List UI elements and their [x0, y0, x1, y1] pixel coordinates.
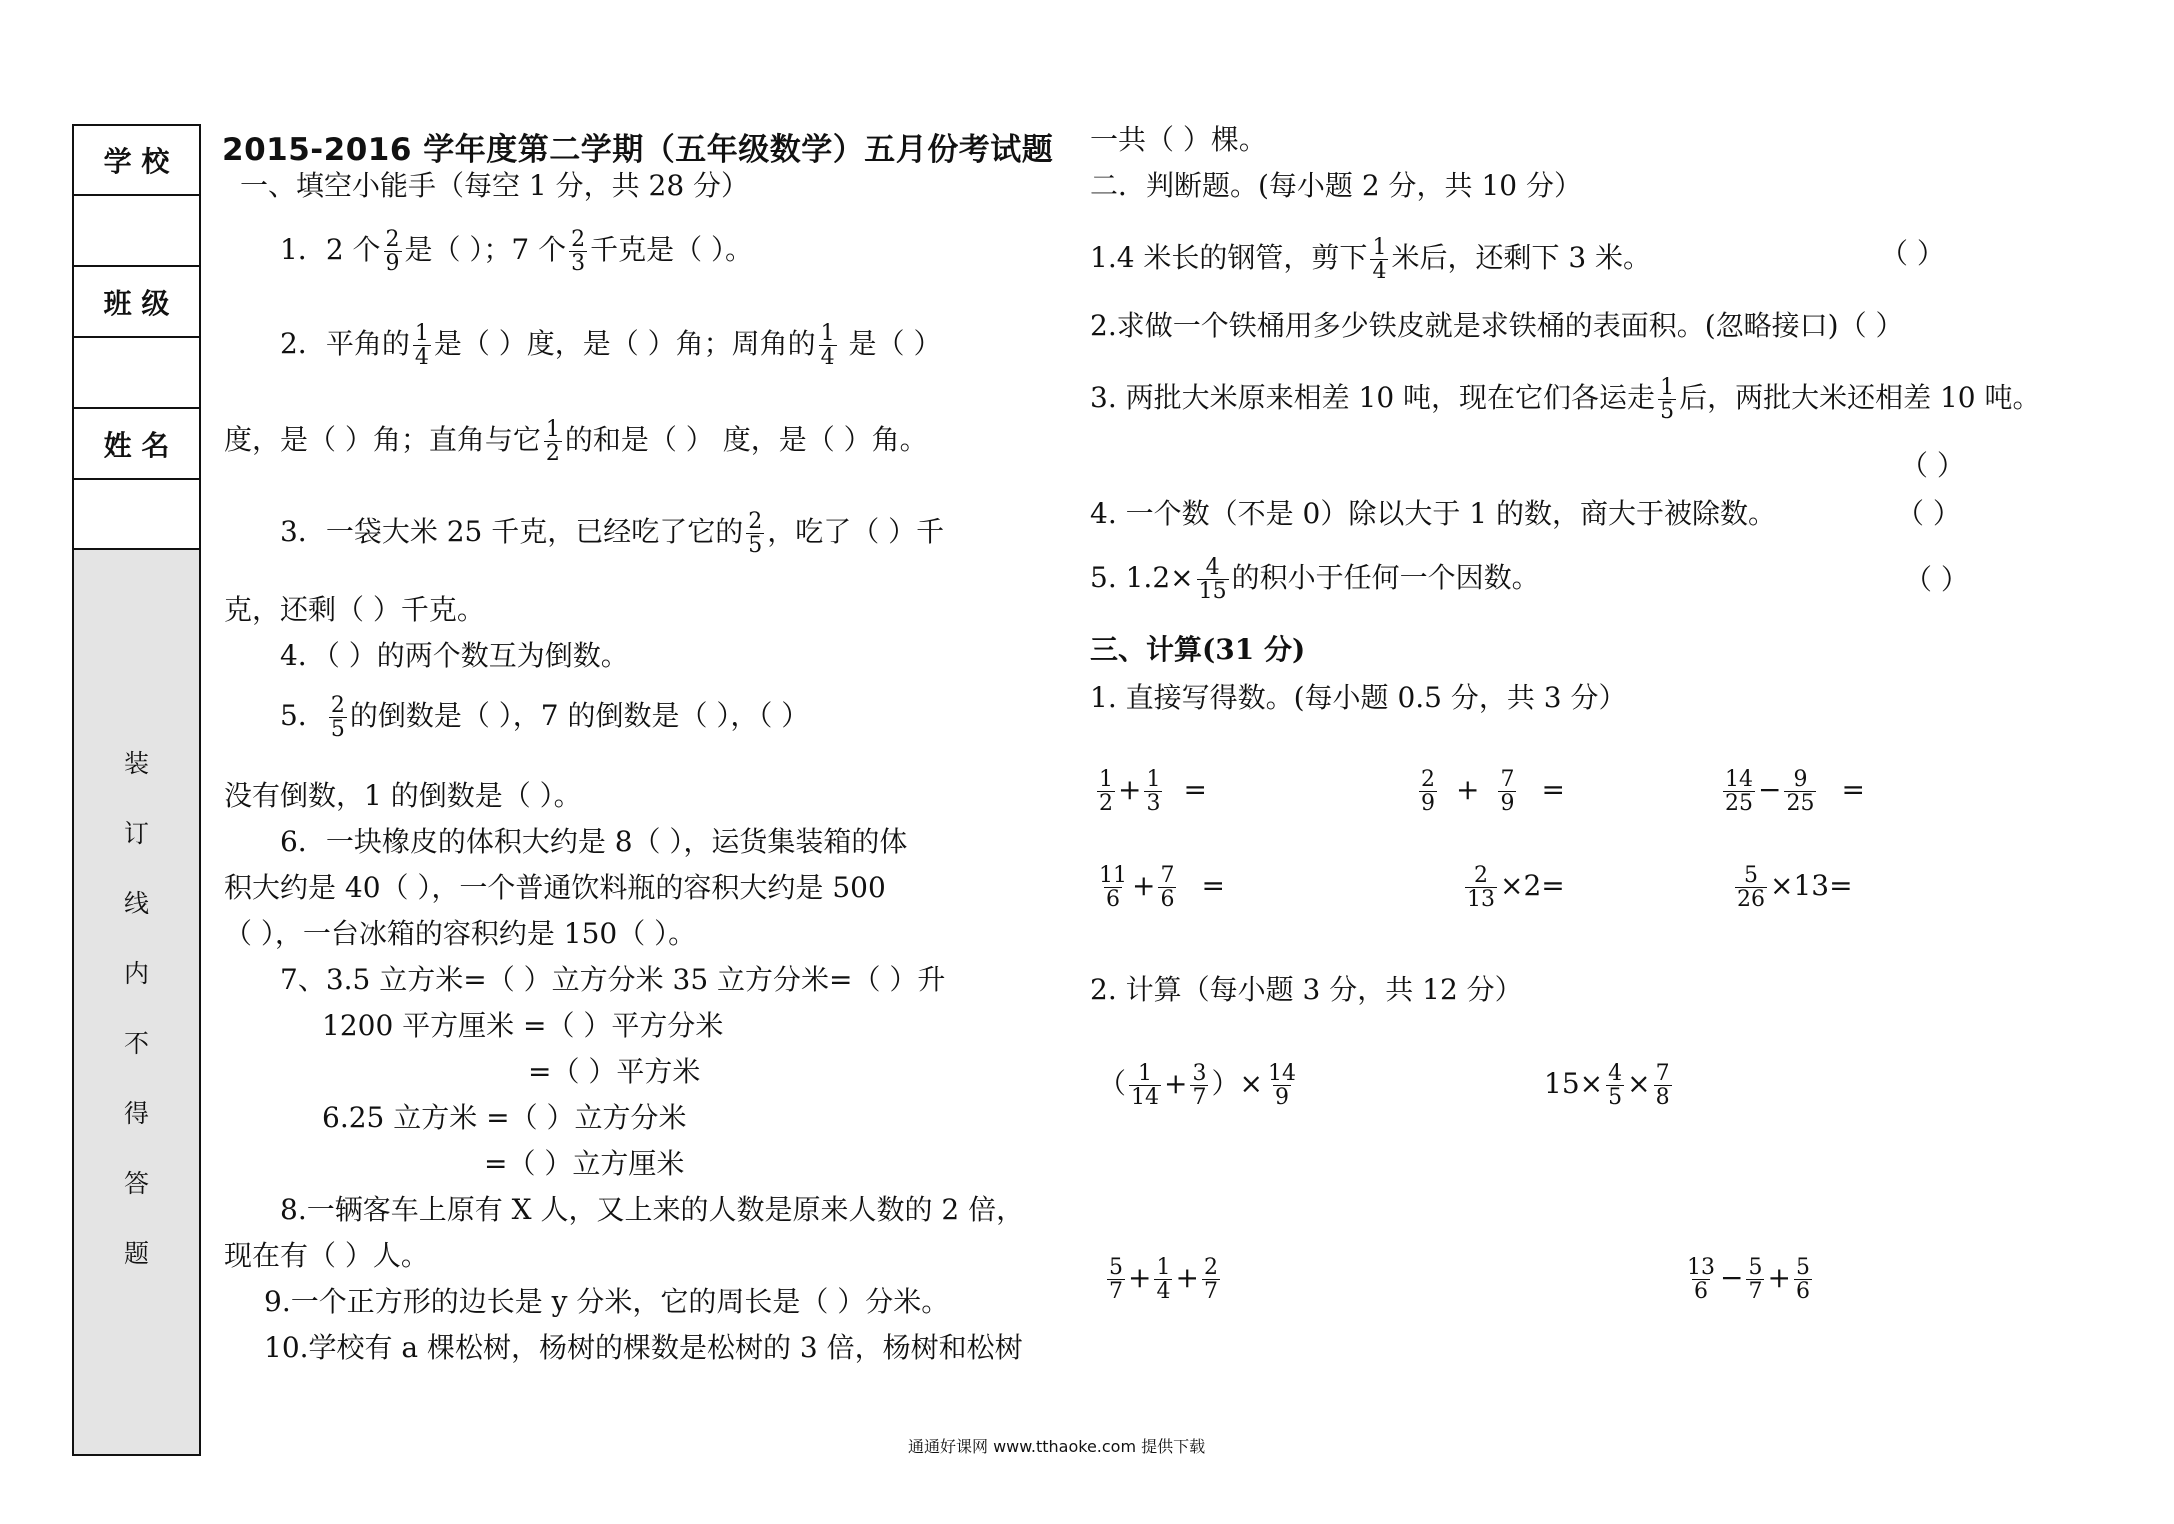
question-5: [280, 694, 809, 741]
question-7-line3: =（ ）平方米: [528, 1055, 701, 1088]
j1-text-a: 1.4 米长的钢管，剪下: [1090, 241, 1368, 275]
j5-text-a: 5. 1.2×: [1090, 561, 1194, 595]
question-5-cont: 没有倒数，1 的倒数是（ ）。: [224, 779, 582, 812]
binding-char: 内: [123, 959, 149, 988]
plus-sign: +: [1128, 1261, 1152, 1295]
fraction: [1685, 1256, 1717, 1303]
denominator: 9: [1421, 791, 1435, 817]
numerator: 11: [1099, 863, 1127, 888]
fraction: [1498, 768, 1516, 815]
numerator: 1: [1660, 375, 1675, 400]
fraction: [1097, 768, 1115, 815]
question-3: [280, 510, 944, 557]
section3-heading: 三、计算(31 分): [1090, 633, 1306, 666]
name-field[interactable]: [74, 480, 199, 550]
numerator: 2: [1474, 863, 1488, 888]
judge-2: 2.求做一个铁桶用多少铁皮就是求铁桶的表面积。(忽略接口)（ ）: [1090, 309, 1904, 342]
question-8: 8.一辆客车上原有 X 人，又上来的人数是原来人数的 2 倍，: [280, 1193, 1025, 1226]
section2-heading: 二．判断题。(每小题 2 分，共 10 分）: [1090, 169, 1582, 202]
name-label: 姓 名: [74, 409, 199, 480]
numerator: 2: [385, 227, 400, 252]
denominator: 25: [1786, 791, 1815, 817]
numerator: 7: [1500, 767, 1515, 792]
fraction: [1370, 236, 1388, 283]
question-7-line2: 1200 平方厘米 =（ ）平方分米: [322, 1009, 724, 1042]
fraction: [1606, 1062, 1624, 1109]
plus-sign: +: [1118, 773, 1142, 807]
numerator: 3: [1192, 1061, 1207, 1086]
fraction: [1154, 1256, 1172, 1303]
denominator: 26: [1737, 887, 1765, 913]
question-6: 6．一块橡皮的体积大约是 8（ ），运货集装箱的体: [280, 825, 908, 858]
fraction: [1197, 556, 1229, 603]
judge-3: [1090, 376, 2041, 423]
q2b-text-a: 度，是（ ）角；直角与它: [224, 423, 541, 457]
q1-text-b: 是（ ）；7 个: [404, 233, 567, 267]
numerator: 7: [1160, 863, 1175, 888]
numerator: 1: [820, 321, 835, 346]
binding-margin: [74, 550, 199, 1454]
binding-char: 线: [123, 889, 149, 918]
binding-char: 答: [123, 1169, 149, 1198]
numerator: 4: [1608, 1061, 1623, 1086]
numerator: 4: [1205, 555, 1220, 580]
equals-sign: =: [1841, 773, 1865, 807]
denominator: 5: [330, 717, 345, 743]
q2-text-a: 2．平角的: [280, 327, 410, 361]
expr-1: [1098, 1062, 1301, 1109]
fraction: [1129, 1062, 1161, 1109]
calc-3: [1720, 768, 1865, 815]
section3-sub1: 1. 直接写得数。(每小题 0.5 分，共 3 分）: [1090, 681, 1627, 714]
judge-5: [1090, 556, 1540, 603]
numerator: 9: [1793, 767, 1808, 792]
school-label: 学 校: [74, 126, 199, 196]
denominator: 13: [1467, 887, 1495, 913]
denominator: 6: [1106, 887, 1120, 913]
binding-char: 得: [123, 1099, 149, 1128]
fraction: [384, 228, 402, 275]
q2b-text-b: 的和是（ ） 度，是（ ）角。: [564, 423, 928, 457]
denominator: 3: [571, 251, 586, 277]
judge-4-bracket[interactable]: （ ）: [1896, 497, 1961, 530]
times-sign: ×: [1239, 1067, 1263, 1101]
plus-sign: +: [1767, 1261, 1791, 1295]
equals-sign: =: [1541, 773, 1565, 807]
fraction: [1144, 768, 1162, 815]
equals-sign: =: [1183, 773, 1207, 807]
denominator: 7: [1192, 1085, 1207, 1111]
binding-char: 不: [123, 1029, 149, 1058]
numerator: 1: [1138, 1061, 1153, 1086]
fraction: [1465, 864, 1497, 911]
numerator: 14: [1725, 767, 1753, 792]
calc-2: [1416, 768, 1565, 815]
q1-text-a: 1．2 个: [280, 233, 381, 267]
judge-1-bracket[interactable]: （ ）: [1880, 237, 1945, 270]
denominator: 5: [748, 533, 763, 559]
fraction: [1658, 376, 1676, 423]
left-paren: （: [1098, 1067, 1127, 1101]
question-3-cont: 克，还剩（ ）千克。: [224, 593, 485, 626]
fraction: [1784, 768, 1816, 815]
numerator: 2: [330, 693, 345, 718]
section1-heading: 一、填空小能手（每空 1 分，共 28 分）: [240, 169, 750, 202]
judge-1: [1090, 236, 1651, 283]
q1-text-c: 千克是（ ）。: [590, 233, 754, 267]
denominator: 25: [1725, 791, 1753, 817]
class-label: 班 级: [74, 267, 199, 338]
question-2: [280, 322, 941, 369]
right-paren: ）: [1211, 1067, 1240, 1101]
judge-3-bracket[interactable]: （ ）: [1900, 449, 1965, 482]
j1-text-b: 米后，还剩下 3 米。: [1391, 241, 1652, 275]
j3-text-a: 3. 两批大米原来相差 10 吨，现在它们各运走: [1090, 381, 1656, 415]
numerator: 1: [414, 321, 429, 346]
denominator: 6: [1795, 1279, 1810, 1305]
fraction: [819, 322, 837, 369]
question-7-line4: 6.25 立方米 =（ ）立方分米: [322, 1101, 687, 1134]
numerator: 1: [545, 417, 560, 442]
q3-text-b: ，吃了（ ）千: [767, 515, 945, 549]
numerator: 5: [1748, 1255, 1763, 1280]
numerator: 1: [1372, 235, 1387, 260]
numerator: 5: [1744, 863, 1758, 888]
times-sign: ×: [1627, 1067, 1651, 1101]
denominator: 5: [1608, 1085, 1623, 1111]
fraction: [569, 228, 587, 275]
numerator: 2: [571, 227, 586, 252]
denominator: 6: [1160, 887, 1175, 913]
denominator: 9: [1274, 1085, 1289, 1111]
question-10-cont: 一共（ ）棵。: [1090, 123, 1267, 156]
fraction: [544, 418, 562, 465]
q2-text-b: 是（ ）度，是（ ）角；周角的: [433, 327, 816, 361]
fraction: [1735, 864, 1767, 911]
calc-5: [1462, 864, 1565, 911]
numerator: 7: [1655, 1061, 1670, 1086]
denominator: 6: [1694, 1279, 1708, 1305]
j5-text-b: 的积小于任何一个因数。: [1231, 561, 1540, 595]
fraction: [329, 694, 347, 741]
fraction: [1097, 864, 1129, 911]
numerator: 1: [1146, 767, 1161, 792]
minus-sign: −: [1758, 773, 1782, 807]
denominator: 5: [1660, 399, 1675, 425]
fraction: [1107, 1256, 1125, 1303]
question-7-line5: =（ ）立方厘米: [484, 1147, 685, 1180]
page-title: 2015-2016 学年度第二学期（五年级数学）五月份考试题: [222, 132, 1054, 168]
times-two: ×2=: [1500, 869, 1565, 903]
plus-sign: +: [1132, 869, 1156, 903]
judge-5-bracket[interactable]: （ ）: [1904, 563, 1969, 596]
plus-sign: +: [1164, 1067, 1188, 1101]
fraction: [1202, 1256, 1220, 1303]
denominator: 4: [414, 345, 429, 371]
denominator: 8: [1655, 1085, 1670, 1111]
fraction: [1723, 768, 1755, 815]
fraction: [1746, 1256, 1764, 1303]
calc-6: [1732, 864, 1853, 911]
fifteen-times: 15×: [1544, 1067, 1604, 1101]
numerator: 2: [1421, 767, 1435, 792]
numerator: 5: [1795, 1255, 1810, 1280]
plus-sign: +: [1175, 1261, 1199, 1295]
minus-sign: −: [1720, 1261, 1744, 1295]
denominator: 7: [1109, 1279, 1123, 1305]
q5-text-b: 的倒数是（ ），7 的倒数是（ ），（ ）: [349, 699, 810, 733]
fraction: [746, 510, 764, 557]
fraction: [413, 322, 431, 369]
numerator: 1: [1156, 1255, 1171, 1280]
section3-sub2: 2. 计算（每小题 3 分，共 12 分）: [1090, 973, 1523, 1006]
expr-2: [1544, 1062, 1675, 1109]
question-2-cont: [224, 418, 928, 465]
fraction: [1190, 1062, 1208, 1109]
school-field[interactable]: [74, 196, 199, 267]
denominator: 3: [1146, 791, 1161, 817]
binding-char: 订: [123, 819, 149, 848]
expr-4: [1682, 1256, 1815, 1303]
numerator: 5: [1109, 1255, 1123, 1280]
denominator: 14: [1131, 1085, 1160, 1111]
j3-text-b: 后，两批大米还相差 10 吨。: [1679, 381, 2041, 415]
denominator: 7: [1748, 1279, 1763, 1305]
calc-4: [1094, 864, 1225, 911]
footer-credit: 通通好课网 www.tthaoke.com 提供下载: [908, 1437, 1206, 1456]
question-10: 10.学校有 a 棵松树，杨树的棵数是松树的 3 倍，杨树和松树: [264, 1331, 1023, 1364]
numerator: 1: [1099, 767, 1113, 792]
judge-4: 4. 一个数（不是 0）除以大于 1 的数，商大于被除数。: [1090, 497, 1776, 530]
question-4: 4．（ ）的两个数互为倒数。: [280, 639, 629, 672]
fraction: [1266, 1062, 1298, 1109]
denominator: 15: [1198, 579, 1227, 605]
fraction: [1654, 1062, 1672, 1109]
denominator: 2: [545, 441, 560, 467]
q3-text-a: 3．一袋大米 25 千克，已经吃了它的: [280, 515, 744, 549]
binding-char: 题: [123, 1239, 149, 1268]
numerator: 14: [1267, 1061, 1296, 1086]
fraction: [1794, 1256, 1812, 1303]
fraction: [1158, 864, 1176, 911]
binding-char: 装: [123, 749, 149, 778]
question-8-cont: 现在有（ ）人。: [224, 1239, 429, 1272]
denominator: 7: [1203, 1279, 1218, 1305]
denominator: 2: [1099, 791, 1113, 817]
q5-text-a: 5．: [280, 699, 326, 733]
denominator: 9: [385, 251, 400, 277]
times-thirteen: ×13=: [1770, 869, 1853, 903]
equals-sign: =: [1201, 869, 1225, 903]
q2-text-c: 是（ ）: [839, 327, 942, 361]
class-field[interactable]: [74, 338, 199, 409]
expr-3: [1104, 1256, 1223, 1303]
question-1: [280, 228, 753, 275]
denominator: 4: [1156, 1279, 1171, 1305]
question-6-cont2: （ ），一台冰箱的容积约是 150（ ）。: [224, 917, 697, 950]
question-9: 9.一个正方形的边长是 y 分米，它的周长是（ ）分米。: [264, 1285, 950, 1318]
numerator: 2: [1203, 1255, 1218, 1280]
question-7: 7、3.5 立方米=（ ）立方分米 35 立方分米=（ ）升: [280, 963, 946, 996]
denominator: 9: [1500, 791, 1515, 817]
numerator: 13: [1687, 1255, 1715, 1280]
binding-strip: [72, 124, 201, 1456]
plus-sign: +: [1456, 773, 1480, 807]
fraction: [1419, 768, 1437, 815]
denominator: 4: [820, 345, 835, 371]
denominator: 4: [1372, 259, 1387, 285]
calc-1: [1094, 768, 1207, 815]
numerator: 2: [748, 509, 763, 534]
question-6-cont: 积大约是 40（ ），一个普通饮料瓶的容积大约是 500: [224, 871, 886, 904]
